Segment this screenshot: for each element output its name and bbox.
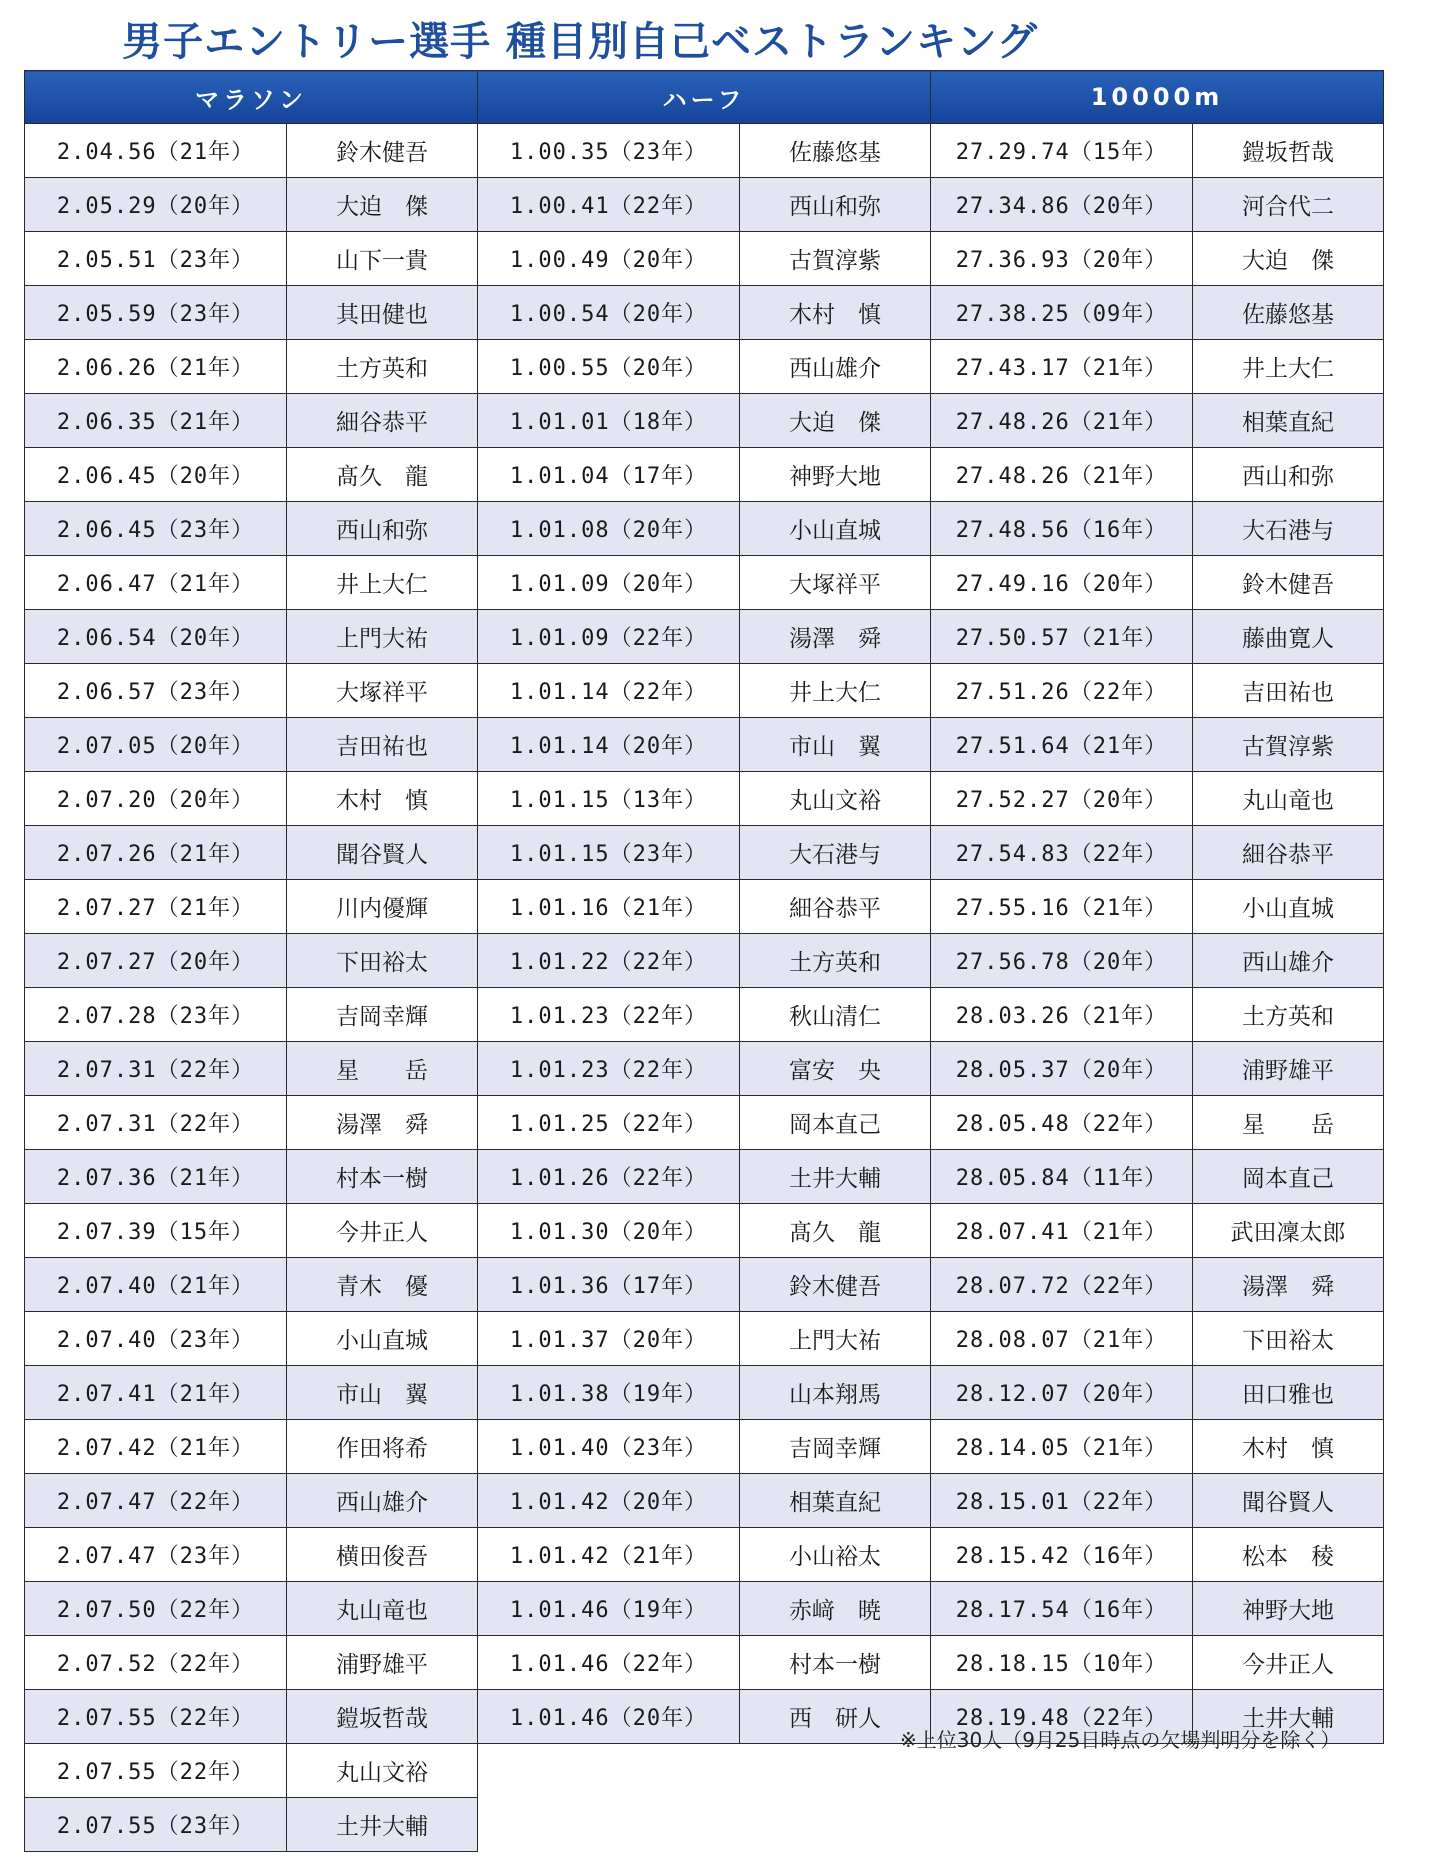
half-time-cell: 1.01.37（20年）: [478, 1312, 740, 1366]
half-athlete-cell: 井上大仁: [740, 664, 931, 718]
marathon-time-cell: 2.04.56（21年）: [25, 124, 287, 178]
half-time-cell: 1.01.09（22年）: [478, 610, 740, 664]
marathon-time-cell: 2.07.50（22年）: [25, 1582, 287, 1636]
half-time-cell: 1.01.23（22年）: [478, 988, 740, 1042]
half-time-cell: 1.00.55（20年）: [478, 340, 740, 394]
marathon-athlete-cell: 市山 翼: [287, 1366, 478, 1420]
empty-cell: [478, 1798, 931, 1852]
half-time-cell: 1.00.41（22年）: [478, 178, 740, 232]
half-athlete-cell: 赤﨑 暁: [740, 1582, 931, 1636]
10000m-athlete-cell: 下田裕太: [1193, 1312, 1384, 1366]
10000m-athlete-cell: 浦野雄平: [1193, 1042, 1384, 1096]
marathon-time-cell: 2.07.55（22年）: [25, 1744, 287, 1798]
marathon-athlete-cell: 湯澤 舜: [287, 1096, 478, 1150]
half-athlete-cell: 木村 慎: [740, 286, 931, 340]
marathon-athlete-cell: 青木 優: [287, 1258, 478, 1312]
10000m-athlete-cell: 松本 稜: [1193, 1528, 1384, 1582]
10000m-time-cell: 27.51.64（21年）: [931, 718, 1193, 772]
table-row: [25, 1528, 1384, 1582]
marathon-time-cell: 2.05.59（23年）: [25, 286, 287, 340]
marathon-time-cell: 2.06.26（21年）: [25, 340, 287, 394]
marathon-athlete-cell: 丸山竜也: [287, 1582, 478, 1636]
marathon-time-cell: 2.07.31（22年）: [25, 1096, 287, 1150]
marathon-athlete-cell: 大塚祥平: [287, 664, 478, 718]
10000m-time-cell: 28.05.37（20年）: [931, 1042, 1193, 1096]
table-row: [25, 1150, 1384, 1204]
10000m-time-cell: 27.54.83（22年）: [931, 826, 1193, 880]
10000m-athlete-cell: 井上大仁: [1193, 340, 1384, 394]
10000m-athlete-cell: 土井大輔: [1193, 1690, 1384, 1744]
half-time-cell: 1.01.09（20年）: [478, 556, 740, 610]
half-athlete-cell: 岡本直己: [740, 1096, 931, 1150]
marathon-athlete-cell: 其田健也: [287, 286, 478, 340]
marathon-athlete-cell: 吉田祐也: [287, 718, 478, 772]
10000m-time-cell: 28.07.72（22年）: [931, 1258, 1193, 1312]
marathon-time-cell: 2.07.47（23年）: [25, 1528, 287, 1582]
table-row: [25, 1420, 1384, 1474]
10000m-time-cell: 27.29.74（15年）: [931, 124, 1193, 178]
marathon-time-cell: 2.05.29（20年）: [25, 178, 287, 232]
table-row: [25, 1042, 1384, 1096]
footnote: ※上位30人（9月25日時点の欠場判明分を除く）: [900, 1728, 1341, 1752]
half-time-cell: 1.01.08（20年）: [478, 502, 740, 556]
10000m-athlete-cell: 古賀淳紫: [1193, 718, 1384, 772]
10000m-athlete-cell: 聞谷賢人: [1193, 1474, 1384, 1528]
marathon-athlete-cell: 鎧坂哲哉: [287, 1690, 478, 1744]
marathon-athlete-cell: 星 岳: [287, 1042, 478, 1096]
10000m-time-cell: 28.17.54（16年）: [931, 1582, 1193, 1636]
10000m-athlete-cell: 細谷恭平: [1193, 826, 1384, 880]
10000m-time-cell: 27.43.17（21年）: [931, 340, 1193, 394]
half-time-cell: 1.01.23（22年）: [478, 1042, 740, 1096]
marathon-time-cell: 2.07.28（23年）: [25, 988, 287, 1042]
10000m-athlete-cell: 木村 慎: [1193, 1420, 1384, 1474]
marathon-time-cell: 2.06.54（20年）: [25, 610, 287, 664]
half-time-cell: 1.01.26（22年）: [478, 1150, 740, 1204]
10000m-time-cell: 28.18.15（10年）: [931, 1636, 1193, 1690]
header-10000m: 10000m: [931, 71, 1384, 124]
half-time-cell: 1.01.40（23年）: [478, 1420, 740, 1474]
marathon-athlete-cell: 鈴木健吾: [287, 124, 478, 178]
10000m-time-cell: 28.15.01（22年）: [931, 1474, 1193, 1528]
table-row: [25, 448, 1384, 502]
half-athlete-cell: 西 研人: [740, 1690, 931, 1744]
10000m-athlete-cell: 湯澤 舜: [1193, 1258, 1384, 1312]
10000m-athlete-cell: 田口雅也: [1193, 1366, 1384, 1420]
table-row: [25, 1258, 1384, 1312]
10000m-time-cell: 27.34.86（20年）: [931, 178, 1193, 232]
half-athlete-cell: 小山直城: [740, 502, 931, 556]
marathon-time-cell: 2.07.41（21年）: [25, 1366, 287, 1420]
half-athlete-cell: 大迫 傑: [740, 394, 931, 448]
table-row: [25, 1312, 1384, 1366]
marathon-time-cell: 2.07.26（21年）: [25, 826, 287, 880]
10000m-time-cell: 28.15.42（16年）: [931, 1528, 1193, 1582]
10000m-athlete-cell: 岡本直己: [1193, 1150, 1384, 1204]
half-time-cell: 1.01.38（19年）: [478, 1366, 740, 1420]
marathon-time-cell: 2.07.42（21年）: [25, 1420, 287, 1474]
marathon-time-cell: 2.07.55（23年）: [25, 1798, 287, 1852]
half-athlete-cell: 小山裕太: [740, 1528, 931, 1582]
half-athlete-cell: 土方英和: [740, 934, 931, 988]
table-row: [25, 880, 1384, 934]
table-row: [25, 934, 1384, 988]
half-time-cell: 1.01.36（17年）: [478, 1258, 740, 1312]
half-athlete-cell: 相葉直紀: [740, 1474, 931, 1528]
10000m-athlete-cell: 河合代二: [1193, 178, 1384, 232]
10000m-time-cell: 28.05.84（11年）: [931, 1150, 1193, 1204]
table-row: [25, 178, 1384, 232]
marathon-time-cell: 2.07.40（23年）: [25, 1312, 287, 1366]
half-athlete-cell: 湯澤 舜: [740, 610, 931, 664]
half-time-cell: 1.01.30（20年）: [478, 1204, 740, 1258]
marathon-time-cell: 2.07.05（20年）: [25, 718, 287, 772]
table-row: [25, 502, 1384, 556]
marathon-time-cell: 2.07.55（22年）: [25, 1690, 287, 1744]
table-row: [25, 1204, 1384, 1258]
10000m-time-cell: 27.50.57（21年）: [931, 610, 1193, 664]
half-athlete-cell: 丸山文裕: [740, 772, 931, 826]
half-time-cell: 1.01.25（22年）: [478, 1096, 740, 1150]
10000m-athlete-cell: 丸山竜也: [1193, 772, 1384, 826]
page-title: 男子エントリー選手 種目別自己ベストランキング: [122, 19, 1038, 65]
ranking-body: [25, 124, 1384, 1852]
table-row: [25, 286, 1384, 340]
table-row: [25, 826, 1384, 880]
10000m-athlete-cell: 藤曲寛人: [1193, 610, 1384, 664]
10000m-athlete-cell: 大石港与: [1193, 502, 1384, 556]
half-athlete-cell: 上門大祐: [740, 1312, 931, 1366]
half-athlete-cell: 佐藤悠基: [740, 124, 931, 178]
10000m-athlete-cell: 吉田祐也: [1193, 664, 1384, 718]
marathon-athlete-cell: 浦野雄平: [287, 1636, 478, 1690]
10000m-time-cell: 28.05.48（22年）: [931, 1096, 1193, 1150]
table-row: [25, 610, 1384, 664]
half-time-cell: 1.00.35（23年）: [478, 124, 740, 178]
half-athlete-cell: 神野大地: [740, 448, 931, 502]
half-time-cell: 1.00.54（20年）: [478, 286, 740, 340]
marathon-time-cell: 2.06.45（20年）: [25, 448, 287, 502]
ranking-table: [24, 70, 1384, 1852]
marathon-athlete-cell: 横田俊吾: [287, 1528, 478, 1582]
half-time-cell: 1.01.15（13年）: [478, 772, 740, 826]
marathon-time-cell: 2.07.27（21年）: [25, 880, 287, 934]
10000m-time-cell: 27.52.27（20年）: [931, 772, 1193, 826]
10000m-athlete-cell: 西山雄介: [1193, 934, 1384, 988]
10000m-athlete-cell: 星 岳: [1193, 1096, 1384, 1150]
marathon-time-cell: 2.07.27（20年）: [25, 934, 287, 988]
10000m-athlete-cell: 西山和弥: [1193, 448, 1384, 502]
table-row: [25, 772, 1384, 826]
half-time-cell: 1.01.16（21年）: [478, 880, 740, 934]
marathon-athlete-cell: 作田将希: [287, 1420, 478, 1474]
10000m-time-cell: 27.36.93（20年）: [931, 232, 1193, 286]
half-time-cell: 1.01.46（19年）: [478, 1582, 740, 1636]
header-marathon: マラソン: [25, 71, 478, 124]
half-time-cell: 1.01.22（22年）: [478, 934, 740, 988]
half-athlete-cell: 西山雄介: [740, 340, 931, 394]
header-row: [25, 71, 1384, 124]
10000m-athlete-cell: 佐藤悠基: [1193, 286, 1384, 340]
10000m-athlete-cell: 土方英和: [1193, 988, 1384, 1042]
half-athlete-cell: 髙久 龍: [740, 1204, 931, 1258]
marathon-athlete-cell: 土方英和: [287, 340, 478, 394]
10000m-time-cell: 28.07.41（21年）: [931, 1204, 1193, 1258]
marathon-time-cell: 2.07.52（22年）: [25, 1636, 287, 1690]
marathon-athlete-cell: 丸山文裕: [287, 1744, 478, 1798]
marathon-time-cell: 2.06.45（23年）: [25, 502, 287, 556]
marathon-athlete-cell: 村本一樹: [287, 1150, 478, 1204]
marathon-athlete-cell: 川内優輝: [287, 880, 478, 934]
half-athlete-cell: 大塚祥平: [740, 556, 931, 610]
marathon-time-cell: 2.07.31（22年）: [25, 1042, 287, 1096]
half-athlete-cell: 西山和弥: [740, 178, 931, 232]
table-row: [25, 232, 1384, 286]
marathon-time-cell: 2.06.47（21年）: [25, 556, 287, 610]
half-athlete-cell: 吉岡幸輝: [740, 1420, 931, 1474]
marathon-athlete-cell: 小山直城: [287, 1312, 478, 1366]
marathon-time-cell: 2.06.35（21年）: [25, 394, 287, 448]
marathon-time-cell: 2.07.40（21年）: [25, 1258, 287, 1312]
half-athlete-cell: 土井大輔: [740, 1150, 931, 1204]
table-row: [25, 124, 1384, 178]
10000m-time-cell: 28.19.48（22年）: [931, 1690, 1193, 1744]
marathon-athlete-cell: 髙久 龍: [287, 448, 478, 502]
marathon-time-cell: 2.07.47（22年）: [25, 1474, 287, 1528]
marathon-athlete-cell: 西山和弥: [287, 502, 478, 556]
10000m-time-cell: 27.51.26（22年）: [931, 664, 1193, 718]
marathon-athlete-cell: 西山雄介: [287, 1474, 478, 1528]
10000m-time-cell: 28.14.05（21年）: [931, 1420, 1193, 1474]
table-row: [25, 1582, 1384, 1636]
table-row: [25, 340, 1384, 394]
marathon-time-cell: 2.05.51（23年）: [25, 232, 287, 286]
half-time-cell: 1.01.46（20年）: [478, 1690, 740, 1744]
ranking-table-container: [24, 70, 1384, 1852]
half-time-cell: 1.01.14（20年）: [478, 718, 740, 772]
10000m-time-cell: 27.48.26（21年）: [931, 448, 1193, 502]
10000m-athlete-cell: 大迫 傑: [1193, 232, 1384, 286]
marathon-athlete-cell: 下田裕太: [287, 934, 478, 988]
10000m-athlete-cell: 小山直城: [1193, 880, 1384, 934]
half-time-cell: 1.00.49（20年）: [478, 232, 740, 286]
table-row: [25, 988, 1384, 1042]
10000m-athlete-cell: 鎧坂哲哉: [1193, 124, 1384, 178]
marathon-time-cell: 2.07.20（20年）: [25, 772, 287, 826]
half-athlete-cell: 富安 央: [740, 1042, 931, 1096]
half-athlete-cell: 細谷恭平: [740, 880, 931, 934]
half-athlete-cell: 鈴木健吾: [740, 1258, 931, 1312]
10000m-time-cell: 28.08.07（21年）: [931, 1312, 1193, 1366]
half-time-cell: 1.01.14（22年）: [478, 664, 740, 718]
10000m-athlete-cell: 武田凜太郎: [1193, 1204, 1384, 1258]
half-athlete-cell: 山本翔馬: [740, 1366, 931, 1420]
half-time-cell: 1.01.42（21年）: [478, 1528, 740, 1582]
marathon-time-cell: 2.07.36（21年）: [25, 1150, 287, 1204]
marathon-athlete-cell: 土井大輔: [287, 1798, 478, 1852]
empty-cell: [931, 1798, 1384, 1852]
10000m-athlete-cell: 神野大地: [1193, 1582, 1384, 1636]
marathon-athlete-cell: 木村 慎: [287, 772, 478, 826]
10000m-time-cell: 27.49.16（20年）: [931, 556, 1193, 610]
half-athlete-cell: 秋山清仁: [740, 988, 931, 1042]
empty-cell: [478, 1744, 931, 1798]
half-time-cell: 1.01.42（20年）: [478, 1474, 740, 1528]
table-row: [25, 1096, 1384, 1150]
marathon-time-cell: 2.07.39（15年）: [25, 1204, 287, 1258]
10000m-time-cell: 27.55.16（21年）: [931, 880, 1193, 934]
10000m-athlete-cell: 相葉直紀: [1193, 394, 1384, 448]
marathon-athlete-cell: 上門大祐: [287, 610, 478, 664]
table-row: [25, 1474, 1384, 1528]
marathon-athlete-cell: 細谷恭平: [287, 394, 478, 448]
half-athlete-cell: 古賀淳紫: [740, 232, 931, 286]
marathon-athlete-cell: 聞谷賢人: [287, 826, 478, 880]
marathon-athlete-cell: 今井正人: [287, 1204, 478, 1258]
half-athlete-cell: 市山 翼: [740, 718, 931, 772]
table-row: [25, 664, 1384, 718]
marathon-athlete-cell: 井上大仁: [287, 556, 478, 610]
table-row: [25, 394, 1384, 448]
10000m-time-cell: 27.38.25（09年）: [931, 286, 1193, 340]
table-row: [25, 1636, 1384, 1690]
10000m-time-cell: 27.48.26（21年）: [931, 394, 1193, 448]
header-half: ハーフ: [478, 71, 931, 124]
table-row: [25, 1798, 1384, 1852]
10000m-athlete-cell: 今井正人: [1193, 1636, 1384, 1690]
table-row: [25, 718, 1384, 772]
marathon-athlete-cell: 山下一貴: [287, 232, 478, 286]
marathon-athlete-cell: 大迫 傑: [287, 178, 478, 232]
marathon-time-cell: 2.06.57（23年）: [25, 664, 287, 718]
10000m-time-cell: 28.03.26（21年）: [931, 988, 1193, 1042]
marathon-athlete-cell: 吉岡幸輝: [287, 988, 478, 1042]
half-time-cell: 1.01.01（18年）: [478, 394, 740, 448]
half-athlete-cell: 村本一樹: [740, 1636, 931, 1690]
10000m-time-cell: 28.12.07（20年）: [931, 1366, 1193, 1420]
half-athlete-cell: 大石港与: [740, 826, 931, 880]
half-time-cell: 1.01.46（22年）: [478, 1636, 740, 1690]
half-time-cell: 1.01.15（23年）: [478, 826, 740, 880]
10000m-time-cell: 27.48.56（16年）: [931, 502, 1193, 556]
10000m-time-cell: 27.56.78（20年）: [931, 934, 1193, 988]
table-row: [25, 1366, 1384, 1420]
10000m-athlete-cell: 鈴木健吾: [1193, 556, 1384, 610]
table-row: [25, 556, 1384, 610]
half-time-cell: 1.01.04（17年）: [478, 448, 740, 502]
